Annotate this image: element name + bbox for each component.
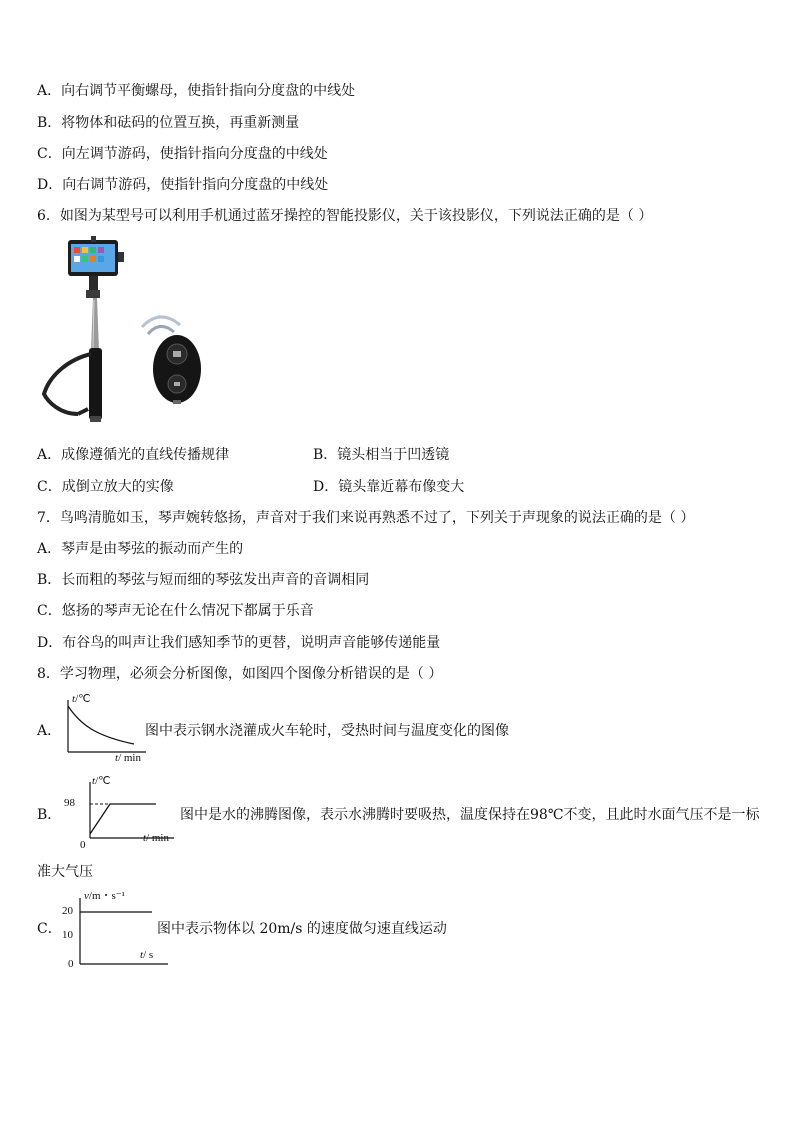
q8-stem: 8．学习物理，必须会分析图像，如图四个图像分析错误的是（ ） [37, 666, 443, 682]
q7-option-c: C．悠扬的琴声无论在什么情况下都属于乐音 [37, 603, 314, 619]
q8c-tick-10: 10 [62, 929, 73, 941]
q8b-ylabel: t/℃ [92, 775, 111, 787]
q7-option-a: A．琴声是由琴弦的振动而产生的 [37, 541, 244, 557]
q8a-ylabel: t/℃ [72, 693, 91, 705]
q6-option-a: A．成像遵循光的直线传播规律 [37, 447, 230, 463]
q7-option-b: B．长而粗的琴弦与短而细的琴弦发出声音的音调相同 [37, 572, 370, 588]
q7-option-d: D．布谷鸟的叫声让我们感知季节的更替，说明声音能够传递能量 [37, 635, 441, 651]
q8b-text-cont: 准大气压 [37, 864, 93, 880]
q8c-xlabel: t/ s [140, 949, 154, 961]
q8c-ylabel: v/m・s⁻¹ [84, 890, 125, 902]
q8c-tick-20: 20 [62, 905, 73, 917]
q8c-letter: C． [37, 921, 62, 937]
q8a-text: 图中表示钢水浇灌成火车轮时，受热时间与温度变化的图像 [145, 723, 509, 739]
q8c-origin: 0 [68, 958, 74, 970]
q8b-boiling-line [90, 804, 156, 834]
q6-option-c: C．成倒立放大的实像 [37, 479, 174, 495]
q8b-letter: B． [37, 807, 62, 823]
q8c-text: 图中表示物体以 20m/s 的速度做匀速直线运动 [157, 921, 447, 937]
q5-option-d: D．向右调节游码，使指针指向分度盘的中线处 [37, 177, 329, 193]
q8a-cooling-curve [68, 706, 134, 744]
q8b-xlabel: t/ min [143, 832, 169, 844]
selfie-stick-illustration [40, 234, 220, 434]
q8b-text: 图中是水的沸腾图像，表示水沸腾时要吸热，温度保持在98℃不变，且此时水面气压不是一标 [180, 807, 760, 823]
q6-option-b: B．镜头相当于凹透镜 [313, 447, 450, 463]
q5-option-a: A．向右调节平衡螺母，使指针指向分度盘的中线处 [37, 83, 356, 99]
q7-stem: 7．鸟鸣清脆如玉，琴声婉转悠扬，声音对于我们来说再熟悉不过了，下列关于声现象的说法正确的是（ ） [37, 510, 695, 526]
q6-option-d: D．镜头靠近幕布像变大 [313, 479, 465, 495]
q5-option-c: C．向左调节游码，使指针指向分度盘的中线处 [37, 146, 328, 162]
q8b-tick-98: 98 [64, 797, 75, 809]
q5-option-b: B．将物体和砝码的位置互换，再重新测量 [37, 115, 300, 131]
q6-stem: 6．如图为某型号可以利用手机通过蓝牙操控的智能投影仪，关于该投影仪，下列说法正确的是（ ） [37, 208, 653, 224]
q8a-xlabel: t/ min [115, 752, 141, 764]
q8b-origin: 0 [80, 839, 86, 851]
q8a-letter: A． [37, 723, 62, 739]
